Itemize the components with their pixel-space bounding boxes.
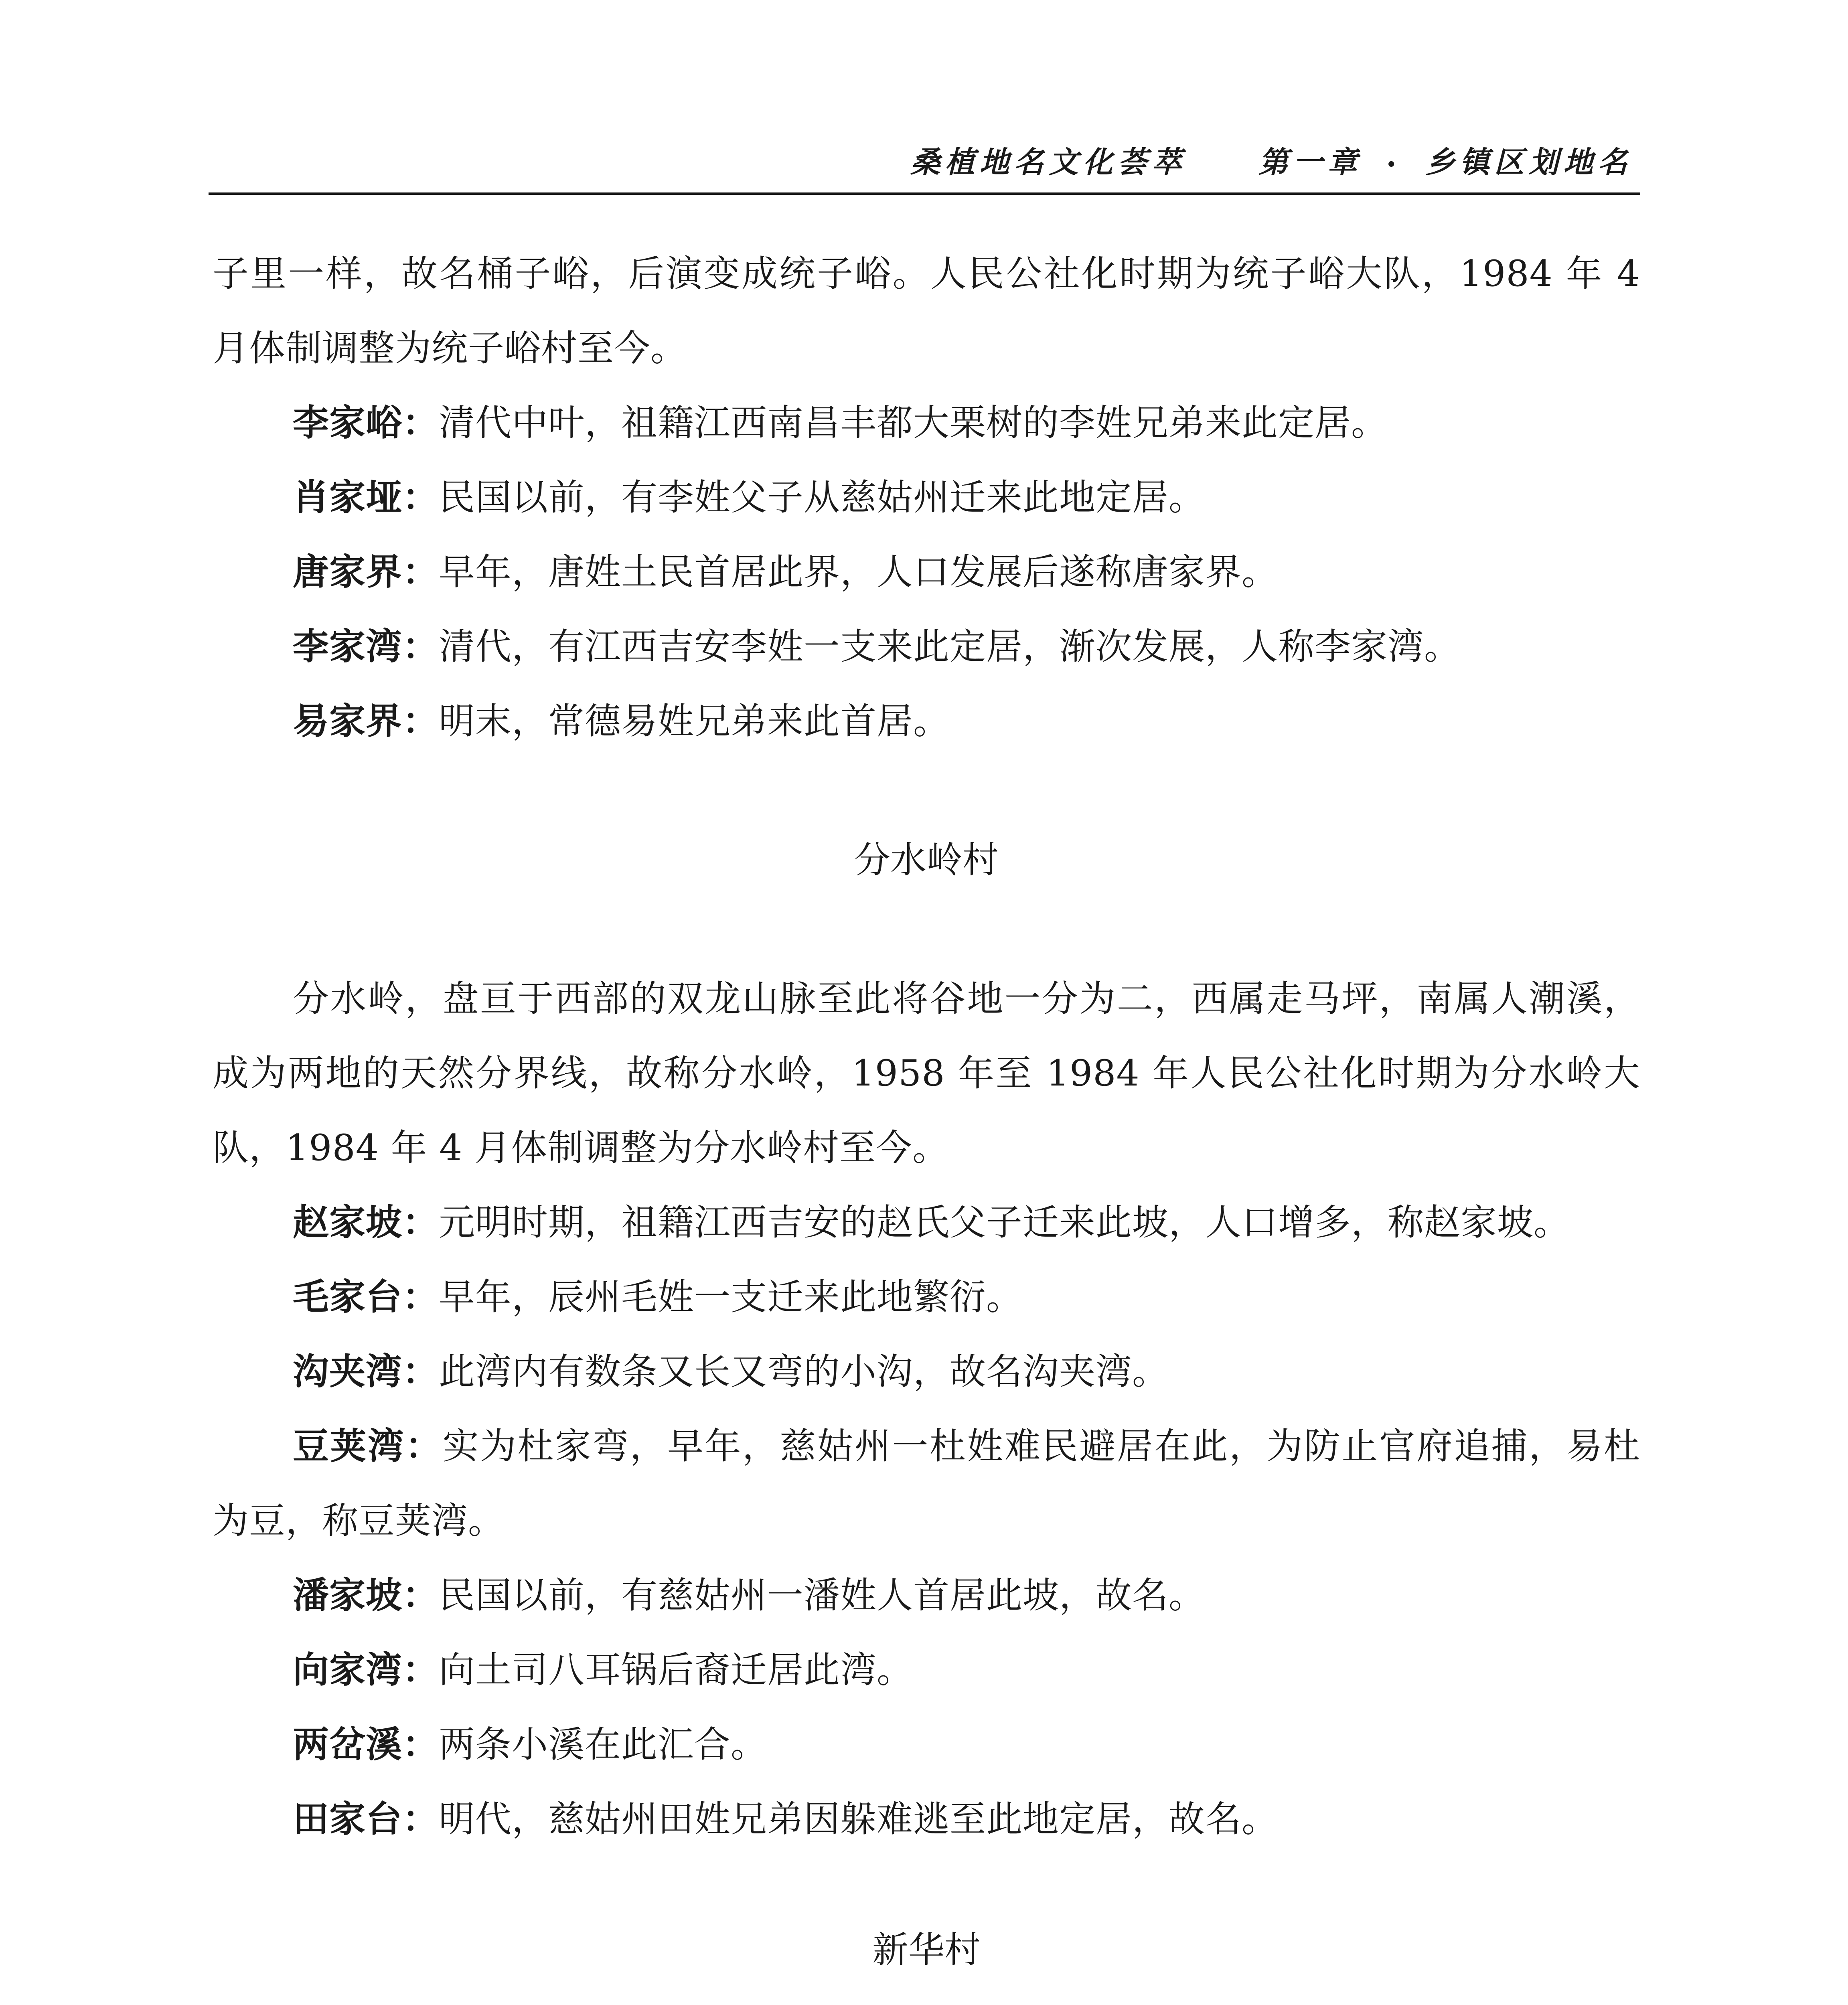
entry (213, 684, 1640, 759)
entry-text: 清代，有江西吉安李姓一支来此定居，渐次发展，人称李家湾。 (439, 626, 1461, 668)
entry-term: 向家湾： (293, 1649, 439, 1691)
entry-term: 两岔溪： (293, 1723, 439, 1766)
entry (213, 1558, 1640, 1633)
running-header (209, 132, 1640, 195)
entry (213, 386, 1640, 460)
entry-text: 民国以前，有慈姑州一潘姓人首居此坡，故名。 (439, 1574, 1205, 1616)
entry-text: 此湾内有数条又长又弯的小沟，故名沟夹湾。 (439, 1351, 1169, 1393)
entry-term: 豆荚湾： (293, 1425, 443, 1467)
page-body (213, 237, 1640, 2005)
entry (213, 610, 1640, 684)
entry-term: 易家界： (293, 700, 439, 742)
entry (213, 1335, 1640, 1409)
entry-term: 李家峪： (293, 402, 439, 444)
entry-term: 潘家坡： (293, 1574, 439, 1616)
entry-term: 赵家坡： (293, 1201, 439, 1244)
entry-text: 民国以前，有李姓父子从慈姑州迁来此地定居。 (439, 476, 1205, 518)
entry-term: 田家台： (293, 1798, 439, 1840)
chapter-label: 第一章 (1258, 145, 1362, 180)
entry (213, 1260, 1640, 1335)
entry-term: 唐家界： (293, 551, 439, 593)
entry (213, 1633, 1640, 1707)
entry-text: 清代中叶，祖籍江西南昌丰都大栗树的李姓兄弟来此定居。 (439, 402, 1388, 444)
section-title-fenshuiling: 分水岭村 (854, 839, 999, 881)
entry-text: 元明时期，祖籍江西吉安的赵氏父子迁来此坡，人口增多，称赵家坡。 (439, 1201, 1570, 1244)
entry-text: 两条小溪在此汇合。 (439, 1723, 767, 1766)
entry (213, 460, 1640, 535)
intro-paragraph: 子里一样，故名桶子峪，后演变成统子峪。人民公社化时期为统子峪大队，1984 年 4 月体制调整为统子峪村至今。 (213, 253, 1640, 369)
entry-text: 早年，唐姓土民首居此界，人口发展后遂称唐家界。 (439, 551, 1278, 593)
section-title-xinhua: 新华村 (872, 1929, 981, 1971)
entry-term: 沟夹湾： (293, 1351, 439, 1393)
header-text (910, 139, 1632, 181)
section-paragraph: 分水岭，盘亘于西部的双龙山脉至此将谷地一分为二，西属走马坪，南属人潮溪，成为两地的天然分界线，故称分水岭，1958 年至 1984 年人民公社化时期为分水岭大队，1984 年 4 月体制调整为分水岭村至今。 (213, 978, 1640, 1169)
book-title: 桑植地名文化荟萃 (910, 145, 1187, 180)
entry-text: 向土司八耳锅后裔迁居此湾。 (439, 1649, 913, 1691)
entry-text: 实为杜家弯，早年，慈姑州一杜姓难民避居在此，为防止官府追捕，易杜为豆，称豆荚湾。 (213, 1425, 1641, 1542)
entry-text: 明末，常德易姓兄弟来此首居。 (439, 700, 950, 742)
entry (213, 1707, 1640, 1782)
section-label: 乡镇区划地名 (1425, 145, 1632, 180)
entry (213, 535, 1640, 610)
entry-term: 毛家台： (293, 1276, 439, 1318)
entry-term: 肖家垭： (293, 476, 439, 518)
entry-text: 早年，辰州毛姓一支迁来此地繁衍。 (439, 1276, 1023, 1318)
header-separator: • (1386, 155, 1401, 174)
entry (213, 1782, 1640, 1857)
entry (213, 1185, 1640, 1260)
entry-text: 明代，慈姑州田姓兄弟因躲难逃至此地定居，故名。 (439, 1798, 1278, 1840)
entry (213, 1409, 1640, 1558)
entry-term: 李家湾： (293, 626, 439, 668)
